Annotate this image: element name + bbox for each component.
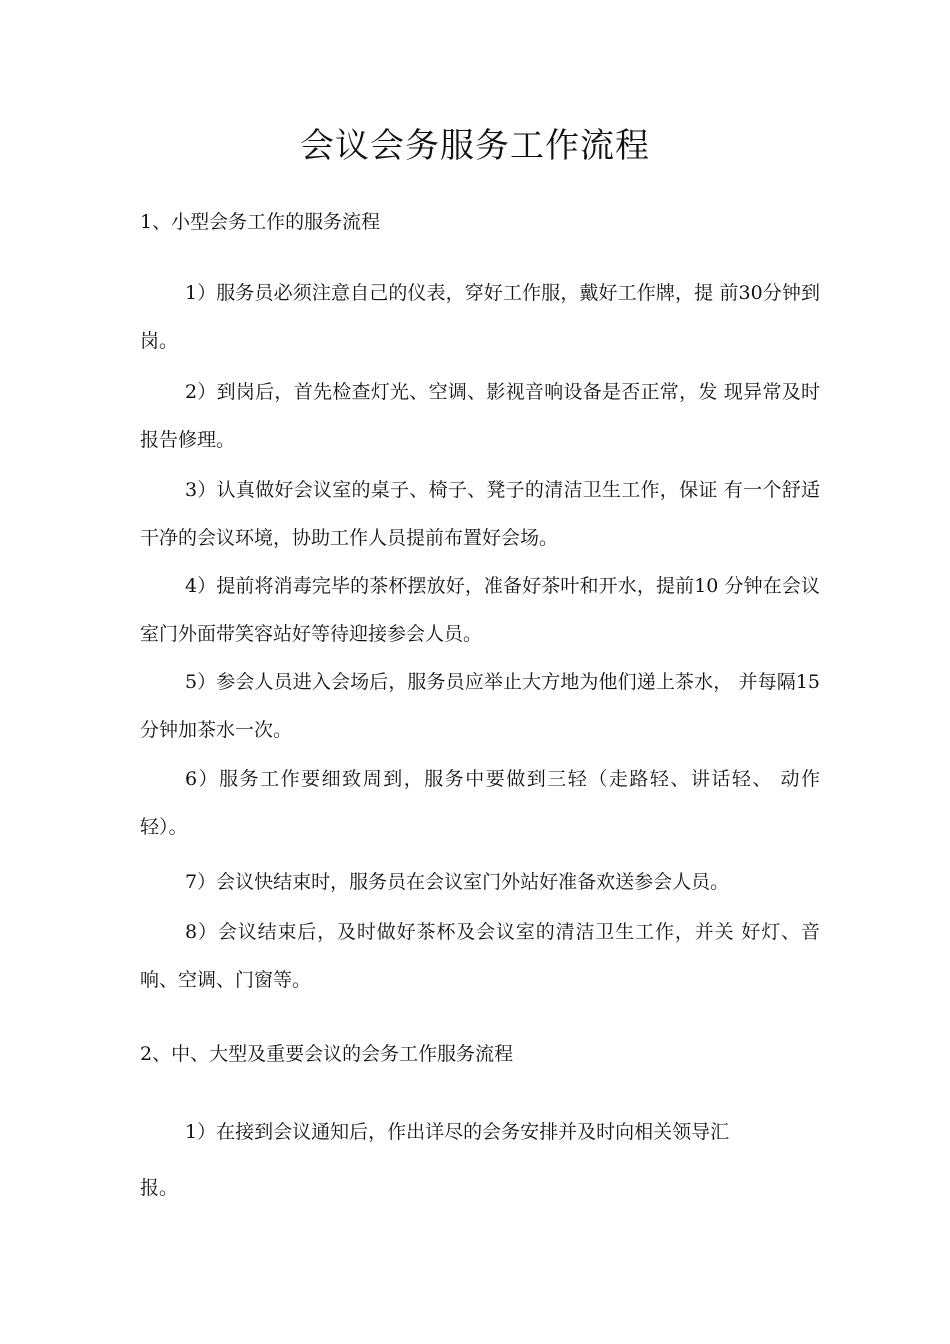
- list-item-1-3: 3）认真做好会议室的桌子、椅子、凳子的清洁卫生工作，保证 有一个舒适干净的会议环境，协助工作人员提前布置好会场。: [140, 479, 820, 549]
- list-item-1-2: 2）到岗后，首先检查灯光、空调、影视音响设备是否正常，发 现异常及时报告修理。: [140, 381, 820, 451]
- list-item-2-1: 1）在接到会议通知后，作出详尽的会务安排并及时向相关领导汇报。: [140, 1121, 730, 1199]
- document-title: 会议会务服务工作流程: [300, 126, 650, 166]
- section-heading-2: 2、中、大型及重要会议的会务工作服务流程: [140, 1043, 514, 1065]
- list-item-1-7: 7）会议快结束时，服务员在会议室门外站好准备欢送参会人员。: [185, 871, 730, 893]
- list-item-1-5: 5）参会人员进入会场后，服务员应举止大方地为他们递上茶水， 并每隔15分钟加茶水一次。: [140, 671, 820, 741]
- section-heading-1: 1、小型会务工作的服务流程: [140, 211, 381, 233]
- list-item-1-4: 4）提前将消毒完毕的茶杯摆放好，准备好茶叶和开水，提前10 分钟在会议室门外面带笑容站好等待迎接参会人员。: [140, 575, 820, 645]
- list-item-1-6: 6）服务工作要细致周到，服务中要做到三轻（走路轻、讲话轻、 动作轻）。: [140, 768, 820, 838]
- list-item-1-1: 1）服务员必须注意自己的仪表，穿好工作服，戴好工作牌，提 前30分钟到岗。: [140, 282, 820, 352]
- list-item-1-8: 8）会议结束后，及时做好茶杯及会议室的清洁卫生工作，并关 好灯、音响、空调、门窗等。: [140, 921, 820, 991]
